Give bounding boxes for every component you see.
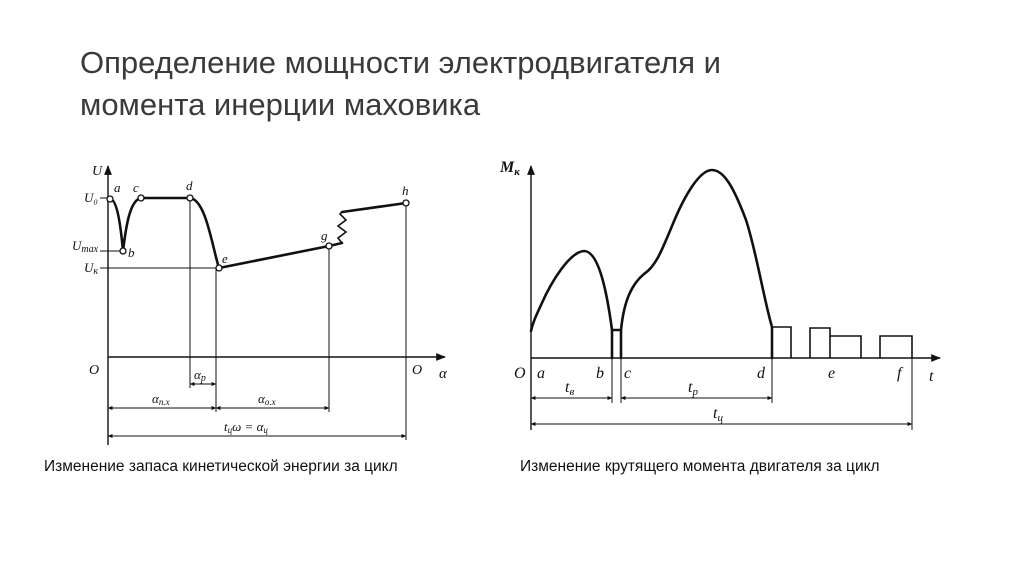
left-origin-label: O <box>89 363 100 378</box>
idle-block-2 <box>810 328 861 358</box>
slide-title-line2: момента инерции маховика <box>80 87 481 122</box>
left-y-axis-label: U <box>92 164 103 179</box>
alpha-px-label: αп.х <box>152 391 170 407</box>
label-right-b: b <box>596 365 604 382</box>
energy-curve-end <box>342 203 406 212</box>
left-diagram-caption: Изменение запаса кинетической энергии за цикл <box>44 458 398 475</box>
label-h: h <box>402 183 409 198</box>
left-origin-right-label: O <box>412 363 423 378</box>
right-x-axis-label: t <box>929 368 934 385</box>
label-right-e: e <box>828 365 836 382</box>
point-g <box>326 243 332 249</box>
tv-label: tв <box>565 379 575 398</box>
label-e: e <box>222 251 228 266</box>
alpha-ox-label: αо.х <box>258 391 276 407</box>
kinetic-energy-diagram <box>72 164 448 445</box>
label-a: a <box>114 180 121 195</box>
uk-label: Uк <box>84 260 99 277</box>
torque-diagram <box>499 159 940 430</box>
right-origin-label: O <box>514 365 526 382</box>
label-b: b <box>128 245 135 260</box>
label-right-d: d <box>757 365 765 382</box>
label-right-c: c <box>624 365 632 382</box>
umax-label: Umax <box>72 238 99 255</box>
idle-block-1 <box>772 327 791 358</box>
u0-label: U₀ <box>84 190 98 205</box>
point-h <box>403 200 409 206</box>
right-diagram-caption: Изменение крутящего момента двигателя за цикл <box>520 458 880 475</box>
point-d <box>187 195 193 201</box>
label-right-a: a <box>537 365 545 382</box>
label-d: d <box>186 178 193 193</box>
right-y-axis-label: Mк <box>500 159 520 178</box>
slide-title-line1: Определение мощности электродвигателя и <box>80 45 721 80</box>
alpha-p-label: αр <box>194 367 206 384</box>
label-c: c <box>133 180 139 195</box>
left-x-axis-label: α <box>439 366 447 382</box>
label-right-f: f <box>897 365 902 382</box>
point-b <box>120 248 126 254</box>
torque-curve <box>531 170 772 358</box>
cycle-label: tцω = αц <box>224 419 268 435</box>
idle-block-3 <box>880 336 912 358</box>
tp-label: tр <box>688 379 698 398</box>
energy-curve-zigzag <box>338 212 346 243</box>
point-c <box>138 195 144 201</box>
tc-label: tц <box>713 405 723 424</box>
label-g: g <box>321 228 328 243</box>
point-a <box>107 196 113 202</box>
